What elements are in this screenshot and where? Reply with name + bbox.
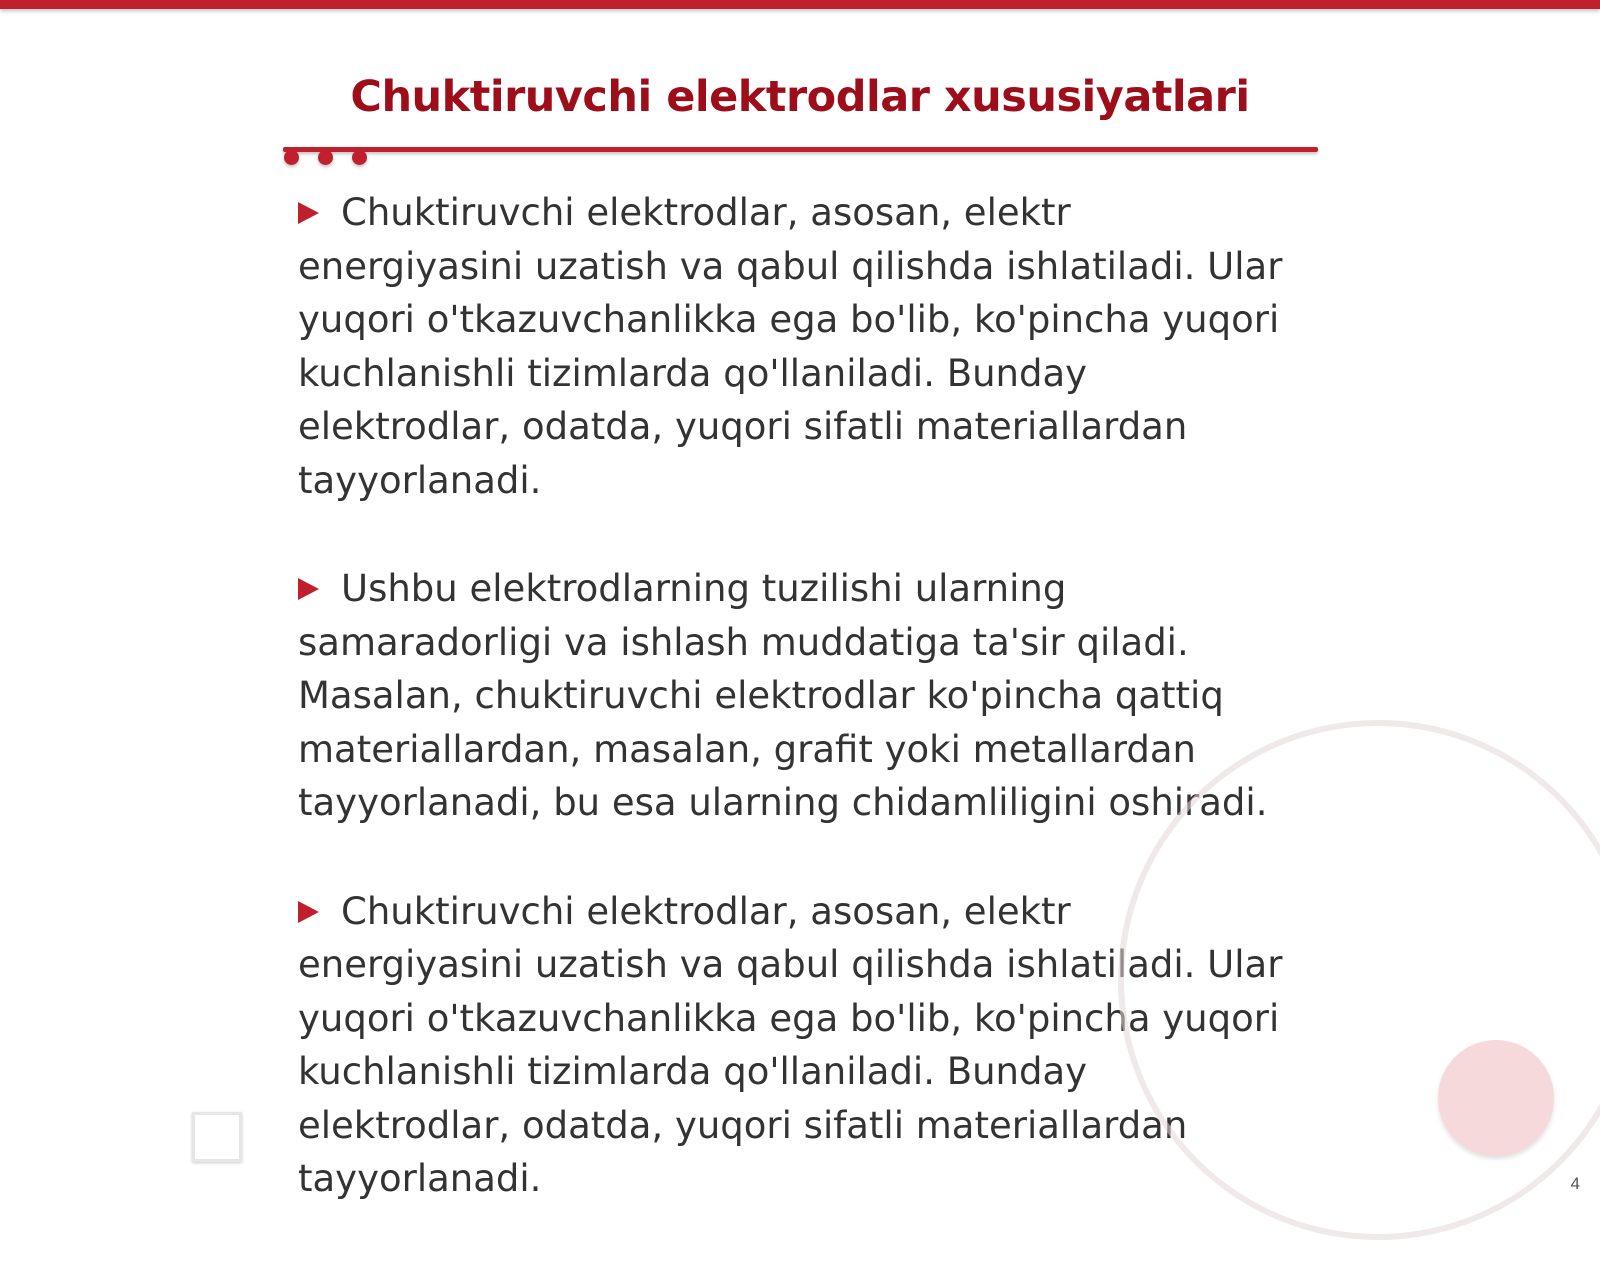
bullet-item [298,186,1298,507]
decor-dot-3 [352,150,367,165]
decor-square [192,1112,242,1162]
slide-title: Chuktiruvchi elektrodlar xususiyatlari [350,72,1250,122]
decor-dot-1 [284,150,299,165]
triangle-bullet-icon [298,901,319,923]
title-underline [283,147,1318,152]
bullet-text: Ushbu elektrodlarning tuzilishi ularning samaradorligi va ishlash muddatiga ta'sir qiladi. Masalan, chuktiruvchi elektrodlar ko'pincha qattiq materiallardan, masalan, grafit yoki metallardan tayyorlanadi, bu esa ularning chidamliligini oshiradi. [298,567,1268,824]
bullet-item [298,562,1298,830]
bullet-text: Chuktiruvchi elektrodlar, asosan, elektr energiyasini uzatish va qabul qilishda ishlatiladi. Ular yuqori o'tkazuvchanlikka ega bo'lib, ko'pincha yuqori kuchlanishli tizimlarda qo'llaniladi. Bunday elektrodlar, odatda, yuqori sifatli materiallardan tayyorlanadi. [298,889,1283,1200]
decor-pink-circle [1438,1040,1554,1156]
page-number: 4 [1570,1174,1580,1193]
top-accent-bar [0,0,1600,9]
triangle-bullet-icon [298,578,319,600]
triangle-bullet-icon [298,202,319,224]
decor-dot-2 [318,150,333,165]
bullet-text: Chuktiruvchi elektrodlar, asosan, elektr energiyasini uzatish va qabul qilishda ishlatiladi. Ular yuqori o'tkazuvchanlikka ega bo'lib, ko'pincha yuqori kuchlanishli tizimlarda qo'llaniladi. Bunday elektrodlar, odatda, yuqori sifatli materiallardan tayyorlanadi. [298,191,1283,502]
